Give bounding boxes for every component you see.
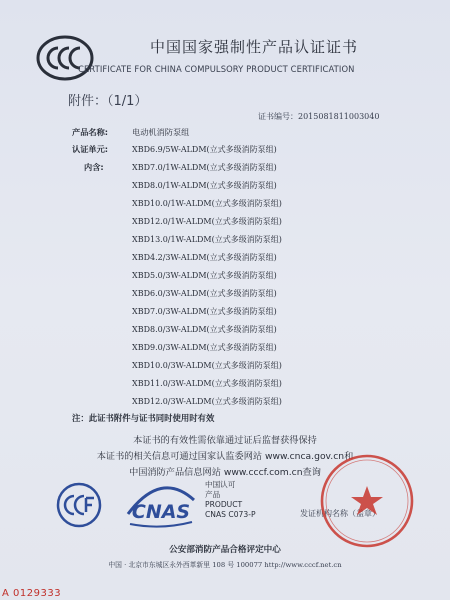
cnas-caption [205,480,256,520]
model-item: XBD13.0/1W-ALDM(立式多级消防泵组) [132,235,282,244]
assessment-center-name: 公安部消防产品合格评定中心 [169,545,281,555]
ccc-logo [36,34,94,82]
issuer-label: 发证机构名称（盖章） [300,509,380,518]
certificate-title-cn: 中国国家强制性产品认证证书 [150,38,359,56]
address-text: 中国 · 北京市东城区永外西革新里 108 号 100077 [108,561,263,569]
certificate-number: 证书编号：2015081811003040 [258,112,380,121]
model-item: XBD4.2/3W-ALDM(立式多级消防泵组) [132,253,277,262]
model-item: XBD8.0/1W-ALDM(立式多级消防泵组) [132,181,277,190]
model-item: XBD12.0/3W-ALDM(立式多级消防泵组) [132,397,282,406]
model-item: XBD6.9/5W-ALDM(立式多级消防泵组) [132,145,277,154]
model-item: XBD7.0/1W-ALDM(立式多级消防泵组) [132,163,277,172]
product-name-value: 电动机消防泵组 [132,127,190,137]
website-text: http://www.cccf.net.cn [264,561,342,569]
model-item: XBD12.0/1W-ALDM(立式多级消防泵组) [132,217,282,226]
cnas-line: PRODUCT [205,500,243,509]
model-item: XBD6.0/3W-ALDM(立式多级消防泵组) [132,289,277,298]
center-address [0,559,450,569]
model-item: XBD9.0/3W-ALDM(立式多级消防泵组) [132,343,277,352]
model-item: XBD5.0/3W-ALDM(立式多级消防泵组) [132,271,277,280]
serial-number: A 0129333 [2,588,62,599]
model-item: XBD11.0/3W-ALDM(立式多级消防泵组) [132,379,282,388]
attachment-note: 注：此证书附件与证书同时使用时有效 [72,413,215,423]
cnas-line: 中国认可 [205,480,236,489]
official-seal [318,452,416,550]
cnas-logo [122,476,200,532]
model-item: XBD10.0/3W-ALDM(立式多级消防泵组) [132,361,282,370]
cqc-logo [56,482,102,528]
validity-notice: 本证书的有效性需依靠通过证后监督获得保持 [133,435,317,446]
model-item: XBD10.0/1W-ALDM(立式多级消防泵组) [132,199,282,208]
validity-notice: 中国消防产品信息网站 www.cccf.com.cn查询 [129,467,321,478]
validity-notice: 本证书的相关信息可通过国家认监委网站 www.cnca.gov.cn和 [96,451,354,462]
product-name-label: 产品名称: [72,127,109,137]
content-label: 内含: [84,162,104,172]
model-item: XBD7.0/3W-ALDM(立式多级消防泵组) [132,307,277,316]
cert-unit-label: 认证单元: [72,144,109,154]
svg-text:CNAS: CNAS [131,501,191,523]
cnas-line: 产品 [205,490,221,499]
annex-label: 附件：（1/1） [68,94,148,109]
cnas-line: CNAS C073-P [205,510,256,519]
model-item: XBD8.0/3W-ALDM(立式多级消防泵组) [132,325,277,334]
certificate-title-en: CERTIFICATE FOR CHINA COMPULSORY PRODUCT CERTIFICATION [78,64,355,74]
